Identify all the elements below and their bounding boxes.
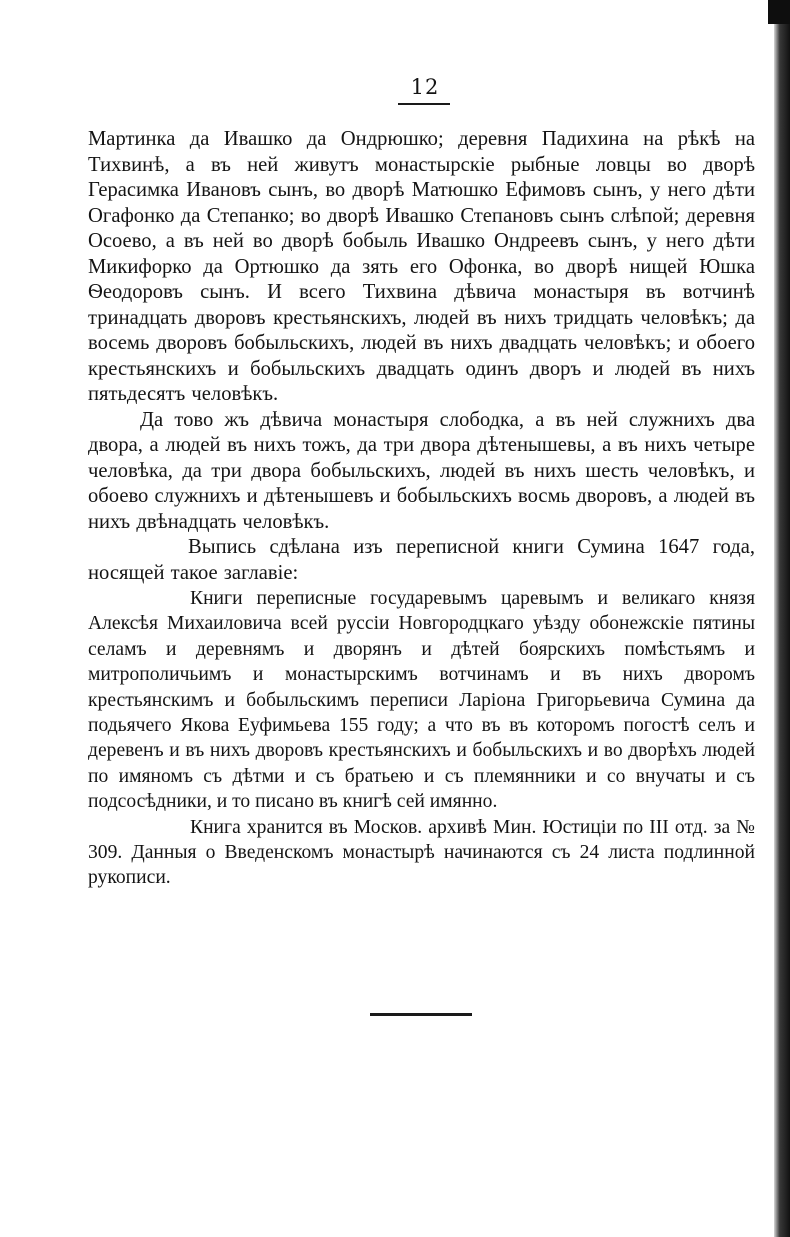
page-body xyxy=(88,127,755,891)
section-end-rule xyxy=(370,1013,472,1016)
paragraph-source: Выпись сдѣлана изъ переписной книги Сумина 1647 года, носящей такое заглавіе: xyxy=(88,536,755,584)
quoted-book-title: Книги переписные государевымъ царевымъ и великаго князя Алексѣя Михаиловича всей руссіи Новгородцкаго уѣзду обонежскіе пятины селамъ и деревнямъ и дворянъ и дѣтей боярскихъ помѣстьямъ и митрополичьимъ и монастырскимъ вотчинамъ и въ нихъ дворомъ крестьянскимъ и бобыльскимъ переписи Ларіона Григорьевича Сумина да подьячего Якова Еуфимьева 155 году; а что въ въ которомъ погостѣ селъ и деревенъ и въ нихъ дворовъ крестьянскихъ и бобыльскихъ и во дворѣхъ людей по имяномъ съ дѣтми и съ братьею и съ племянники и со внучаты и съ подсосѣдники, и то писано въ книгѣ сей имянно. xyxy=(88,588,755,813)
page-edge-corner xyxy=(768,0,790,24)
page-number: 12 xyxy=(410,75,440,99)
page-number-underline xyxy=(398,103,450,105)
paragraph-continued: Мартинка да Ивашко да Ондрюшко; деревня Падихина на рѣкѣ на Тихвинѣ, а въ ней живутъ монастырскіе рыбные ловцы во дворѣ Герасимка Ивановъ сынъ, во дворѣ Матюшко Ефимовъ сынъ, у него дѣти Огафонко да Степанко; во дворѣ Ивашко Степановъ сынъ слѣпой; деревня Осоево, а въ ней во дворѣ бобыль Ивашко Ондреевъ сынъ, у него дѣти Микифорко да Ортюшко да зять его Офонка, во дворѣ нищей Юшка Ѳеодоровъ сынъ. И всего Тихвина дѣвича монастыря въ вотчинѣ тринадцать дворовъ крестьянскихъ, людей въ нихъ тридцать человѣкъ; да восемь дворовъ бобыльскихъ, людей въ нихъ двадцать человѣкъ; и обоего крестьянскихъ и бобыльскихъ двадцать одинъ дворъ и людей въ нихъ пятьдесятъ человѣкъ. xyxy=(88,128,755,405)
paragraph-sloboda: Да тово жъ дѣвича монастыря слободка, а въ ней служнихъ два двора, а людей въ нихъ тожъ, да три двора дѣтенышевы, а въ нихъ четыре человѣка, да три двора бобыльскихъ, людей въ нихъ шесть человѣкъ, и обоево служнихъ и дѣтенышевъ и бобыльскихъ восмь дворовъ, а людей въ нихъ двѣнадцать человѣкъ. xyxy=(88,408,755,533)
archive-note: Книга хранится въ Москов. архивѣ Мин. Юстиціи по III отд. за № 309. Данныя о Введенскомъ монастырѣ начинаются съ 24 листа подлинной рукописи. xyxy=(88,816,755,889)
page-edge-shadow xyxy=(774,0,790,1237)
